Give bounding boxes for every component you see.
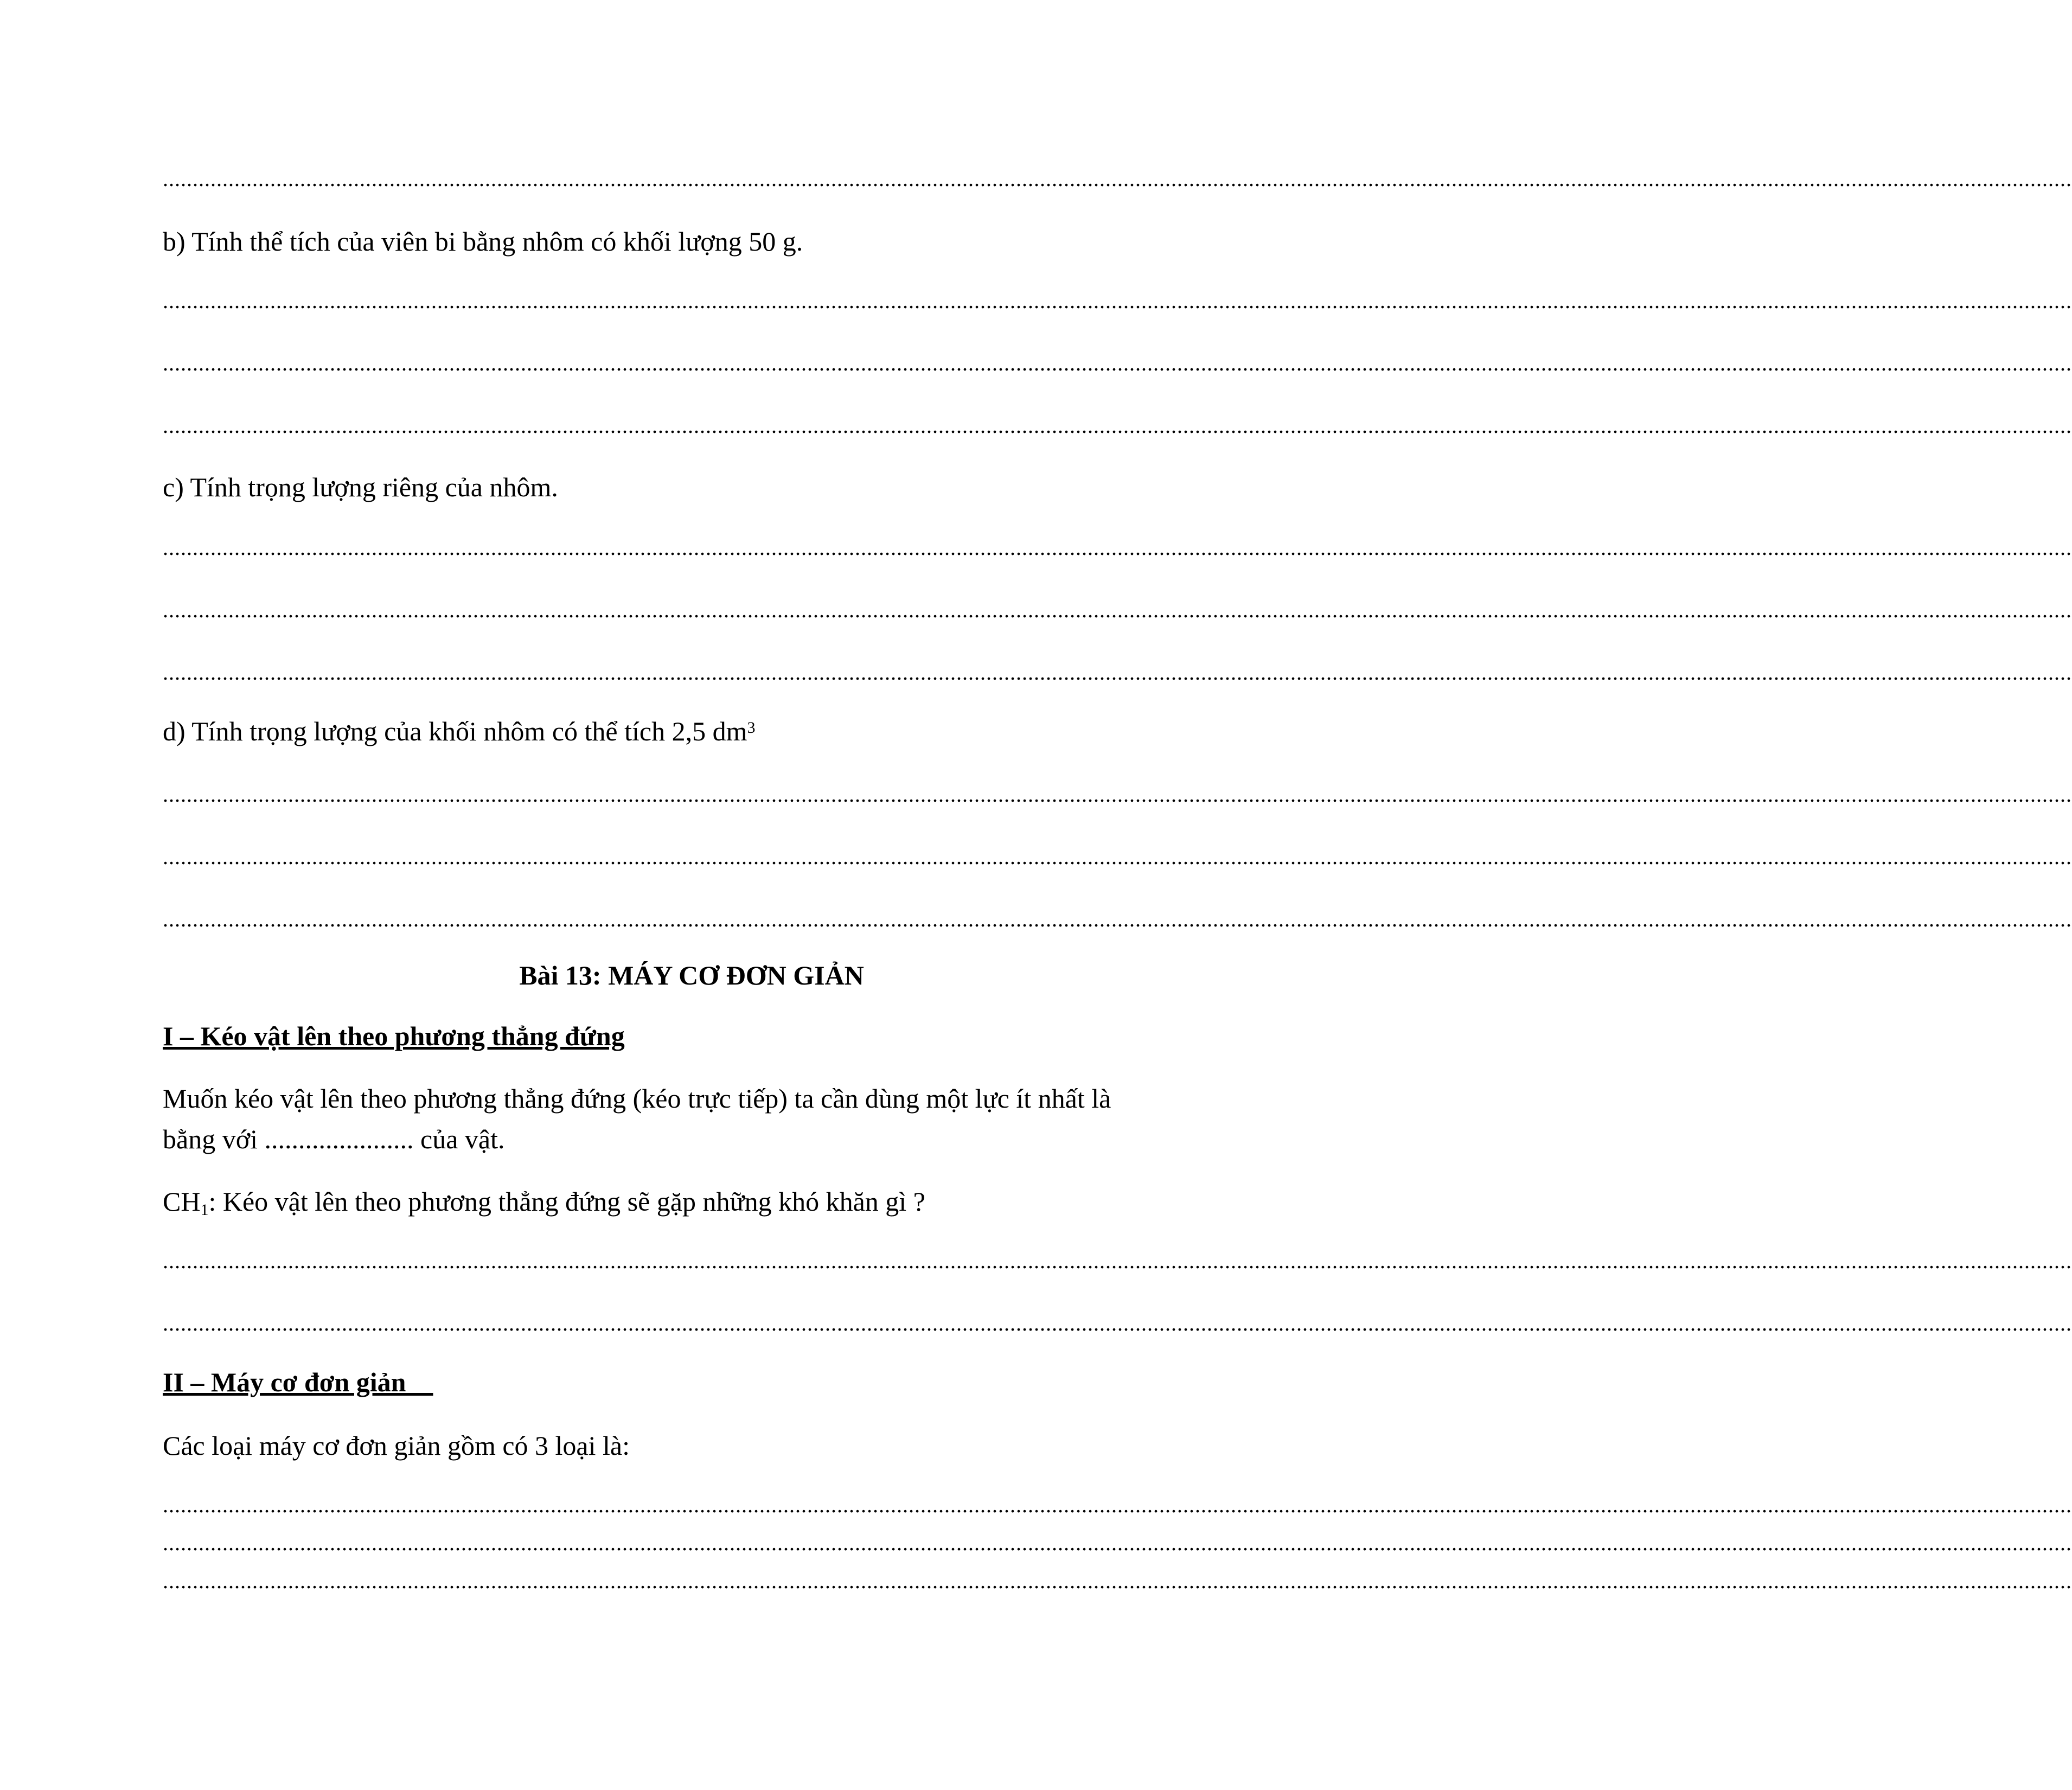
answer-line: ................................................................................................................................................................................................................................................................................................................................ <box>163 413 2072 438</box>
answer-line: ................................................................................................................................................................................................................................................................................................................................ <box>163 660 2072 685</box>
fill-in-prefix: bằng với <box>163 1124 265 1154</box>
ch-text: : Kéo vật lên theo phương thẳng đứng sẽ gặp những khó khăn gì ? <box>208 1186 925 1217</box>
answer-line: ................................................................................................................................................................................................................................................................................................................................ <box>163 1493 2072 1517</box>
question-c: c) Tính trọng lượng riêng của nhôm. <box>163 472 558 502</box>
answer-line: ................................................................................................................................................................................................................................................................................................................................ <box>163 782 2072 807</box>
ch-label: CH <box>163 1186 201 1217</box>
answer-line: ................................................................................................................................................................................................................................................................................................................................ <box>163 907 2072 931</box>
question-d-text: d) Tính trọng lượng của khối nhôm có thể tích 2,5 dm <box>163 716 747 746</box>
ch-subscript: 1 <box>200 1201 209 1219</box>
answer-line: ................................................................................................................................................................................................................................................................................................................................ <box>163 1569 2072 1593</box>
question-b: b) Tính thể tích của viên bi bằng nhôm có khối lượng 50 g. <box>163 226 803 257</box>
section-1-heading: I – Kéo vật lên theo phương thẳng đứng <box>163 1021 625 1051</box>
answer-line: ................................................................................................................................................................................................................................................................................................................................ <box>163 535 2072 560</box>
answer-line: ................................................................................................................................................................................................................................................................................................................................ <box>163 351 2072 375</box>
lesson-title: Bài 13: MÁY CƠ ĐƠN GIẢN <box>519 960 864 990</box>
section-2-heading: II – Máy cơ đơn giản <box>163 1367 433 1397</box>
fill-in-blank: ...................... <box>264 1124 414 1154</box>
answer-line: ................................................................................................................................................................................................................................................................................................................................ <box>163 1249 2072 1273</box>
question-d <box>163 715 755 747</box>
question-ch1 <box>163 1185 925 1222</box>
question-d-superscript: 3 <box>747 719 756 737</box>
section-1-paragraph-line-1: Muốn kéo vật lên theo phương thẳng đứng (kéo trực tiếp) ta cần dùng một lực ít nhất là <box>163 1083 1111 1114</box>
section-1-paragraph-line-2 <box>163 1123 505 1155</box>
fill-in-suffix: của vật. <box>413 1124 505 1154</box>
answer-line: ................................................................................................................................................................................................................................................................................................................................ <box>163 1531 2072 1555</box>
answer-line: ................................................................................................................................................................................................................................................................................................................................ <box>163 289 2072 313</box>
answer-line: ................................................................................................................................................................................................................................................................................................................................ <box>163 167 2072 191</box>
answer-line: ................................................................................................................................................................................................................................................................................................................................ <box>163 845 2072 869</box>
section-2-intro: Các loại máy cơ đơn giản gồm có 3 loại là: <box>163 1430 630 1461</box>
answer-line: ................................................................................................................................................................................................................................................................................................................................ <box>163 598 2072 622</box>
answer-line: ................................................................................................................................................................................................................................................................................................................................ <box>163 1311 2072 1335</box>
